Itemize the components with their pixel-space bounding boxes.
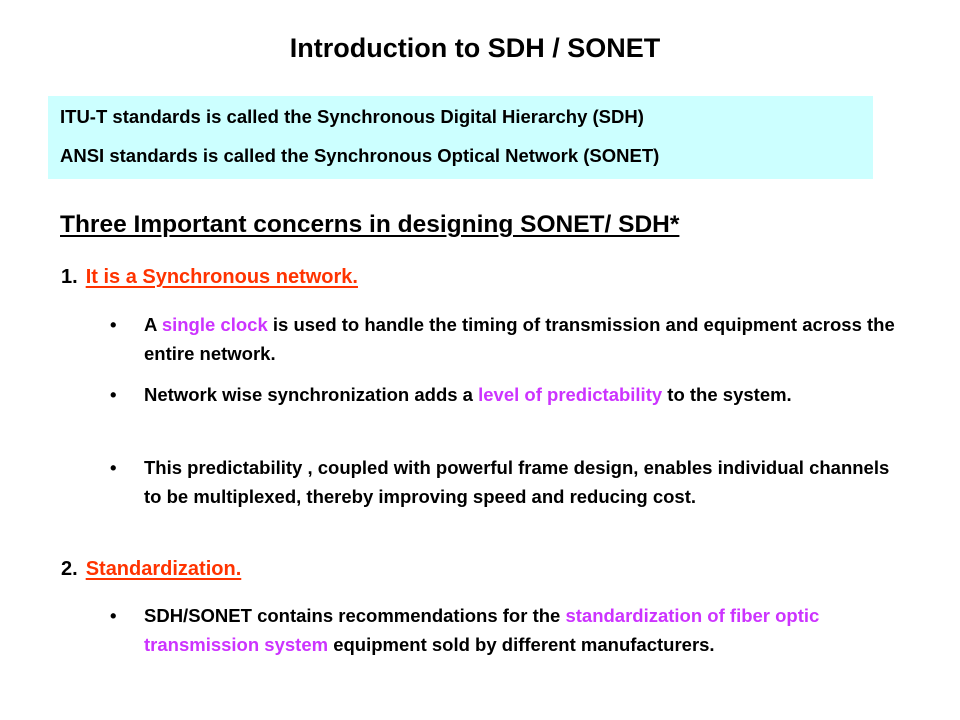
item-title: It is a Synchronous network. — [85, 266, 358, 288]
bullet-glyph: • — [110, 314, 117, 335]
bullet-text — [144, 601, 910, 659]
bullet-text-post: is used to handle the timing of transmission and equipment across the entire network. — [144, 314, 895, 364]
bullet-glyph: • — [110, 605, 117, 626]
standards-line-itu: ITU-T standards is called the Synchronous Digital Hierarchy (SDH) — [60, 106, 644, 127]
bullet-highlight: level of predictability — [478, 384, 663, 405]
bullet-text — [144, 380, 910, 409]
item-number: 1. — [61, 266, 78, 288]
bullet-single-clock — [110, 310, 910, 368]
bullet-standardization — [110, 601, 910, 659]
bullet-text-pre: Network wise synchronization adds a — [144, 384, 479, 405]
bullet-glyph: • — [110, 384, 117, 405]
bullet-text — [144, 310, 910, 368]
bullet-highlight: standardization of fiber optic transmission system — [144, 605, 820, 655]
standards-box — [48, 96, 873, 179]
bullet-text: This predictability , coupled with powerful frame design, enables individual channels to be multiplexed, thereby improving speed and reducing cost. — [144, 457, 890, 507]
standards-line-ansi: ANSI standards is called the Synchronous Optical Network (SONET) — [60, 145, 660, 166]
bullet-text-pre: A — [144, 314, 162, 335]
bullet-predictability — [110, 380, 910, 409]
bullet-text-pre: SDH/SONET contains recommendations for the — [144, 605, 566, 626]
bullet-frame-design — [110, 453, 910, 511]
item-standardization — [61, 558, 241, 581]
bullet-glyph: • — [110, 457, 117, 478]
item-number: 2. — [61, 558, 78, 580]
item-synchronous-network — [61, 266, 358, 289]
bullet-text-post: equipment sold by different manufacturers. — [328, 634, 715, 655]
bullet-highlight: single clock — [161, 314, 268, 335]
concerns-heading: Three Important concerns in designing SONET/ SDH* — [60, 211, 680, 238]
slide-title: Introduction to SDH / SONET — [289, 33, 661, 63]
bullet-text-post: to the system. — [662, 384, 792, 405]
item-title: Standardization. — [85, 558, 242, 580]
